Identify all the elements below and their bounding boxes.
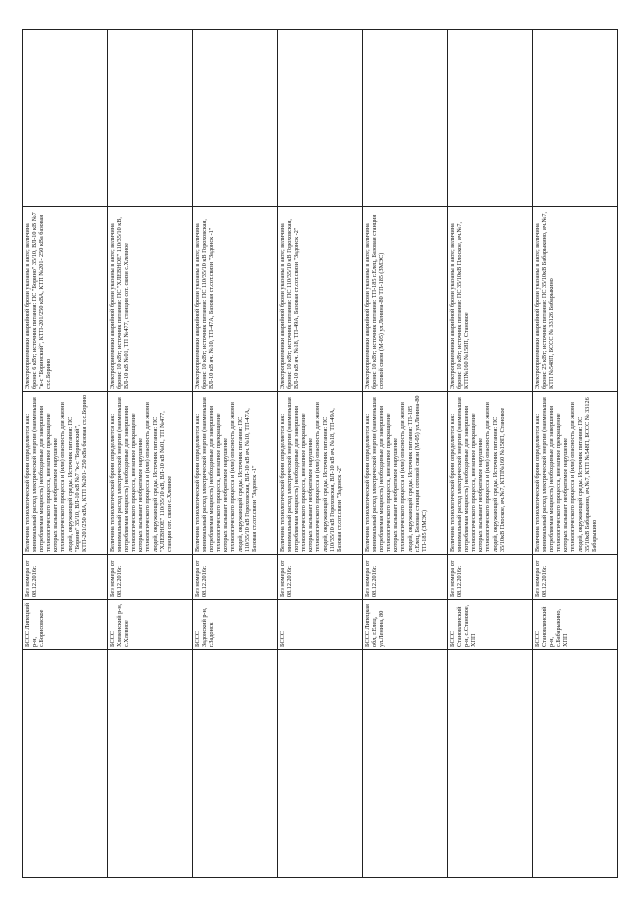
emergency-reserve-cell: Электроприемники аварийной брони указаны в акте; величина брони: 10 кВт; источник питания: ПС "ХЛЕВНОЕ" 110/35/10 кВ, ВЛ-10 кВ №01, ТП №477, станция сот. связи с.Хлевное (108, 207, 193, 392)
technological-reserve-cell: Величина технологической брони определяется как: минимальный расход электрической энергии (наименьшая потребляемая мощность) необходимые для завершения технологического процесса, внезапное прекращение которых вызывает необратимое нарушение технологического процесса и (или) опасность для жизни людей, окружающей среды. Источник питания: ПС "Борино" 35/10, ВЛ-10 кВ №7 "к-с "Боринский", КТП-201/250 кВА, КТП №201- 250 кВа базовая ст.с.Борино (23, 392, 108, 555)
document-cell: Без номера от 08.12.2016г. (448, 555, 533, 600)
document-cell: Без номера от 08.12.2016г. (533, 555, 618, 600)
emergency-reserve-cell: Электроприемники аварийной брони указаны в акте; величина брони: 25 кВт; источник питания: ПС 35/10кВ Бабарыкино, яч.№7, КТП №548П, БССС № 33126 Бабарыкино (533, 207, 618, 392)
object-name-cell: БССС Хлевенский р-н, с.Хлевное (108, 600, 193, 650)
empty-cell (278, 30, 363, 207)
table-row (193, 30, 278, 878)
empty-cell (363, 30, 448, 207)
document-page (22, 30, 618, 878)
table-row (278, 30, 363, 878)
empty-cell (363, 650, 448, 878)
empty-cell (108, 30, 193, 207)
table-row (363, 30, 448, 878)
technological-reserve-cell: Величина технологической брони определяется как: минимальный расход электрической энергии (наименьшая потребляемая мощность) необходимые для завершения технологического процесса, внезапное прекращение которых вызывает необратимое нарушение технологического процесса и (или) опасность для жизни людей, окружающей среды. Источник питания: ТП-185 г.Елец, Базовая станция сотовой связи (М-05) ул.Ленина-80 ТП-185 (ЗМЭС) (363, 392, 448, 555)
document-cell: Без номера от 08.12.2016г. (23, 555, 108, 600)
empty-cell (448, 650, 533, 878)
object-name-cell: БССС Липецкая обл, г.Елец, ул.Ленина, 80 (363, 600, 448, 650)
table-row (23, 30, 108, 878)
table-row (448, 30, 533, 878)
technological-reserve-cell: Величина технологической брони определяется как: минимальный расход электрической энергии (наименьшая потребляемая мощность) необходимые для завершения технологического процесса, внезапное прекращение которых вызывает необратимое нарушение технологического процесса и (или) опасность для жизни людей, окружающей среды. Источник питания: ПС 110/35/10 кВ Гороховская, ВЛ-10 кВ яч. №10, ТП-47А, Базовая ст.сот.связи "Задонск -1" (193, 392, 278, 555)
empty-cell (533, 650, 618, 878)
object-name-cell: БССС Липецкий р-н, с.Борисовское (23, 600, 108, 650)
empty-cell (278, 650, 363, 878)
technological-reserve-cell: Величина технологической брони определяется как: минимальный расход электрической энергии (наименьшая потребляемая мощность) необходимые для завершения технологического процесса, внезапное прекращение которых вызывает необратимое нарушение технологического процесса и (или) опасность для жизни людей, окружающей среды. Источник питания: ПС "ХЛЕВНОЕ" 110/35/10 кВ, ВЛ-10 кВ №01, ТП №477, станция сот. связи с.Хлевное (108, 392, 193, 555)
emergency-reserve-cell: Электроприемники аварийной брони указаны в акте; величина брони: 10 кВт; источник питания: ПС 35/10кВ Плоское, яч.№7, КТП№160 №158П, Становое (448, 207, 533, 392)
emergency-reserve-cell: Электроприемники аварийной брони указаны в акте; величина брони: 10 кВт; источник питания: ПС 110/35/10 кВ Гороховская, ВЛ-10 кВ яч. №18, ТП-49А, Базовая ст.сот.связи "Задонск -2" (278, 207, 363, 392)
reserve-table (22, 29, 618, 878)
object-name-cell: БССС (278, 600, 363, 650)
table-row (108, 30, 193, 878)
empty-cell (23, 650, 108, 878)
emergency-reserve-cell: Электроприемники аварийной брони указаны в акте; величина брони: 6 кВт; источник питания: ПС "Борино" 35/10, ВЛ-10 кВ №7 "к-с "Боринский", КТП-201/250 кВА, КТП №201- 250 кВа базовая ст.с.Борино (23, 207, 108, 392)
document-cell: Без номера от 08.12.2016г. (108, 555, 193, 600)
empty-cell (448, 30, 533, 207)
document-cell: Без номера от 08.12.2016г. (193, 555, 278, 600)
table-body (23, 30, 618, 878)
document-cell: Без номера от 08.12.2016г. (278, 555, 363, 600)
object-name-cell: БССС Становлянский р-н, с.Бабарыкино, ХПП (533, 600, 618, 650)
empty-cell (533, 30, 618, 207)
empty-cell (193, 30, 278, 207)
object-name-cell: БССС Становлянский р-н, с.Становое, ХПП (448, 600, 533, 650)
emergency-reserve-cell: Электроприемники аварийной брони указаны в акте; величина брони: 10 кВт; источник питания: ТП-185 г.Елец, Базовая станция сотовой связи (М-05) ул.Ленина-80 ТП-185 (ЗМЭС) (363, 207, 448, 392)
emergency-reserve-cell: Электроприемники аварийной брони указаны в акте; величина брони: 10 кВт; источник питания: ПС 110/35/10 кВ Гороховская, ВЛ-10 кВ яч. №10, ТП-47А, Базовая ст.сот.связи "Задонск -1" (193, 207, 278, 392)
technological-reserve-cell: Величина технологической брони определяется как: минимальный расход электрической энергии (наименьшая потребляемая мощность) необходимые для завершения технологического процесса, внезапное прекращение которых вызывает необратимое нарушение технологического процесса и (или) опасность для жизни людей, окружающей среды. Источник питания: ПС 35/10кВ Бабарыкино, яч.№7, КТП №548П, БССС № 33126 Бабарыкино (533, 392, 618, 555)
empty-cell (193, 650, 278, 878)
document-cell: Без номера от 08.12.2016г. (363, 555, 448, 600)
table-row (533, 30, 618, 878)
technological-reserve-cell: Величина технологической брони определяется как: минимальный расход электрической энергии (наименьшая потребляемая мощность) необходимые для завершения технологического процесса, внезапное прекращение которых вызывает необратимое нарушение технологического процесса и (или) опасность для жизни людей, окружающей среды. Источник питания: ПС 35/10кВ Плоское, яч.№7, КТП№160 №158П, Становое (448, 392, 533, 555)
object-name-cell: БССС Задонский р-н, г.Задонск (193, 600, 278, 650)
empty-cell (108, 650, 193, 878)
empty-cell (23, 30, 108, 207)
technological-reserve-cell: Величина технологической брони определяется как: минимальный расход электрической энергии (наименьшая потребляемая мощность) необходимые для завершения технологического процесса, внезапное прекращение которых вызывает необратимое нарушение технологического процесса и (или) опасность для жизни людей, окружающей среды. Источник питания: ПС 110/35/10 кВ Гороховская, ВЛ-10 кВ яч. №18, ТП-49А, Базовая ст.сот.связи "Задонск -2" (278, 392, 363, 555)
